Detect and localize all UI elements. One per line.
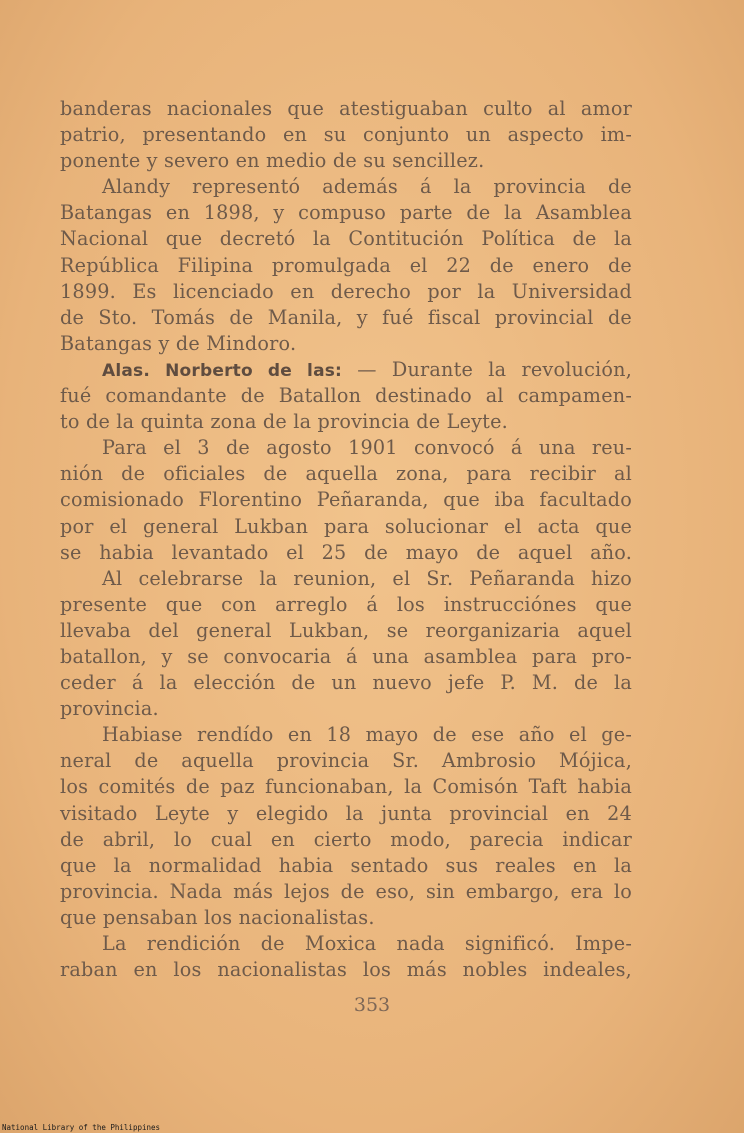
text-line: se habia levantado el 25 de mayo de aquel año. [60, 540, 632, 564]
text-line: 1899. Es licenciado en derecho por la Universidad [60, 279, 632, 303]
text-line [60, 357, 632, 383]
text-line: los comités de paz funcionaban, la Comisón Taft habia [60, 775, 632, 799]
text-line: provincia. [60, 697, 159, 721]
text-line: fué comandante de Batallon destinado al campamen- [60, 384, 632, 408]
text-line: neral de aquella provincia Sr. Ambrosio Mójica, [60, 749, 632, 773]
text-line: Para el 3 de agosto 1901 convocó á una reu- [102, 436, 632, 460]
text-line: visitado Leyte y elegido la junta provincial en 24 [60, 801, 632, 825]
text-line: de abril, lo cual en cierto modo, parecia indicar [60, 827, 632, 851]
text-line: por el general Lukban para solucionar el acta que [60, 514, 632, 538]
text-line: provincia. Nada más lejos de eso, sin embargo, era lo [60, 879, 632, 903]
body-text [60, 96, 632, 983]
text-line: Al celebrarse la reunion, el Sr. Peñaranda hizo [102, 566, 632, 590]
library-footer: National Library of the Philippines [2, 1123, 161, 1132]
text-line: Alandy representó además á la provincia de [102, 175, 632, 199]
page-number: 353 [353, 994, 391, 1016]
text-line: que la normalidad habia sentado sus reales en la [60, 853, 632, 877]
text-line: raban en los nacionalistas los más nobles indeales, [60, 958, 632, 982]
text-line: República Filipina promulgada el 22 de enero de [60, 253, 632, 277]
text-line: to de la quinta zona de la provincia de Leyte. [60, 410, 508, 434]
text-line: que pensaban los nacionalistas. [60, 905, 375, 929]
text-line: batallon, y se convocaria á una asamblea para pro- [60, 644, 632, 668]
text-line: Habiase rendído en 18 mayo de ese año el ge- [102, 723, 632, 747]
text-line: patrio, presentando en su conjunto un aspecto im- [60, 123, 632, 147]
text-line: llevaba del general Lukban, se reorganizaria aquel [60, 618, 632, 642]
text-line: de Sto. Tomás de Manila, y fué fiscal provincial de [60, 305, 632, 329]
entry-heading-rest: — Durante la revolución, [342, 357, 632, 381]
text-line: Batangas y de Mindoro. [60, 331, 297, 355]
text-line: banderas nacionales que atestiguaban culto al amor [60, 97, 632, 120]
text-line: Nacional que decretó la Contitución Política de la [60, 227, 632, 251]
text-line: nión de oficiales de aquella zona, para recibir al [60, 462, 632, 486]
text-line: ponente y severo en medio de su sencillez. [60, 149, 485, 173]
text-line: Batangas en 1898, y compuso parte de la Asamblea [60, 201, 632, 225]
text-line: comisionado Florentino Peñaranda, que iba facultado [60, 488, 632, 512]
text-line: ceder á la elección de un nuevo jefe P. M. de la [60, 671, 632, 695]
text-line: La rendición de Moxica nada significó. Impe- [102, 932, 632, 955]
text-line: presente que con arreglo á los instrucciónes que [60, 592, 632, 616]
entry-heading: Alas. Norberto de las: [102, 360, 343, 381]
